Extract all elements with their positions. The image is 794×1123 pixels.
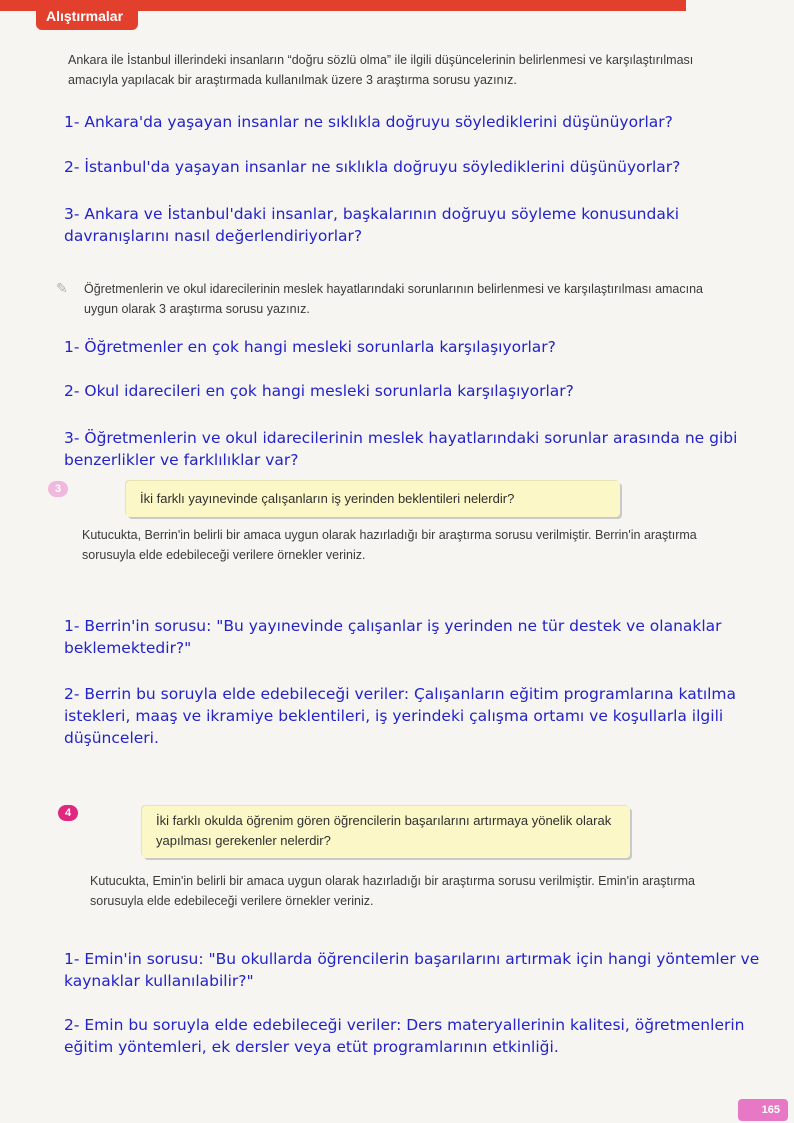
exercise-3-badge: 3 [48, 481, 68, 497]
exercise-1-answer-1: 1- Ankara'da yaşayan insanlar ne sıklıkla doğruyu söylediklerini düşünüyorlar? [64, 113, 673, 131]
exercise-3-answer-1: 1- Berrin'in sorusu: "Bu yayınevinde çalışanlar iş yerinden ne tür destek ve olanaklar beklemektedir?" [64, 617, 722, 657]
exercise-2-answer-2: 2- Okul idarecileri en çok hangi mesleki sorunlarla karşılaşıyorlar? [64, 382, 574, 400]
exercise-4-badge: 4 [58, 805, 78, 821]
exercise-4-question-box [142, 806, 630, 858]
exercise-2-answer-1: 1- Öğretmenler en çok hangi mesleki sorunlarla karşılaşıyorlar? [64, 338, 556, 356]
exercise-3-prompt: Kutucukta, Berrin'in belirli bir amaca uygun olarak hazırladığı bir araştırma sorusu verilmiştir. Berrin'in araştırma sorusuyla elde edebileceği verilere örnekler veriniz. [82, 528, 697, 562]
exercise-4-answer-2: 2- Emin bu soruyla elde edebileceği veriler: Ders materyallerinin kalitesi, öğretmenlerin eğitim yöntemleri, ek dersler veya etüt programlarının etkinliği. [64, 1016, 745, 1056]
exercise-1-answer-2: 2- İstanbul'da yaşayan insanlar ne sıklıkla doğruyu söylediklerini düşünüyorlar? [64, 158, 681, 176]
exercise-1-prompt: Ankara ile İstanbul illerindeki insanların “doğru sözlü olma” ile ilgili düşüncelerinin belirlenmesi ve karşılaştırılması amacıyla yapılacak bir araştırmada kullanılmak üzere 3 araştırma sorusu yazınız. [68, 53, 694, 87]
pencil-icon: ✎ [56, 280, 68, 296]
exercise-4-answer-1: 1- Emin'in sorusu: "Bu okullarda öğrencilerin başarılarını artırmak için hangi yöntemler ve kaynaklar kullanılabilir?" [64, 950, 760, 990]
exercise-4-box-text: İki farklı okulda öğrenim gören öğrencilerin başarılarını artırmaya yönelik olarak yapılması gerekenler nelerdir? [156, 813, 612, 848]
exercise-2-prompt: Öğretmenlerin ve okul idarecilerinin meslek hayatlarındaki sorunlarının belirlenmesi ve karşılaştırılması amacına uygun olarak 3 araştırma sorusu yazınız. [84, 282, 704, 316]
exercise-3-question-box [126, 481, 620, 517]
exercise-3-answer-2: 2- Berrin bu soruyla elde edebileceği veriler: Çalışanların eğitim programlarına katılma istekleri, maaş ve ikramiye beklentileri, iş yerindeki çalışma ortamı ve koşullarla ilgili düşünceleri. [64, 685, 737, 747]
section-title: Alıştırmalar [46, 8, 124, 24]
exercise-3-box-text: İki farklı yayınevinde çalışanların iş yerinden beklentileri nelerdir? [140, 491, 515, 506]
exercise-2-answer-3: 3- Öğretmenlerin ve okul idarecilerinin meslek hayatlarındaki sorunlar arasında ne gibi benzerlikler ve farklılıklar var? [64, 429, 738, 469]
page-number: 165 [738, 1099, 788, 1121]
exercise-1-answer-3: 3- Ankara ve İstanbul'daki insanlar, başkalarının doğruyu söyleme konusundaki davranışlarını nasıl değerlendiriyorlar? [64, 205, 680, 245]
exercise-4-prompt: Kutucukta, Emin'in belirli bir amaca uygun olarak hazırladığı bir araştırma sorusu verilmiştir. Emin'in araştırma sorusuyla elde edebileceği verilere örnekler veriniz. [90, 874, 695, 908]
